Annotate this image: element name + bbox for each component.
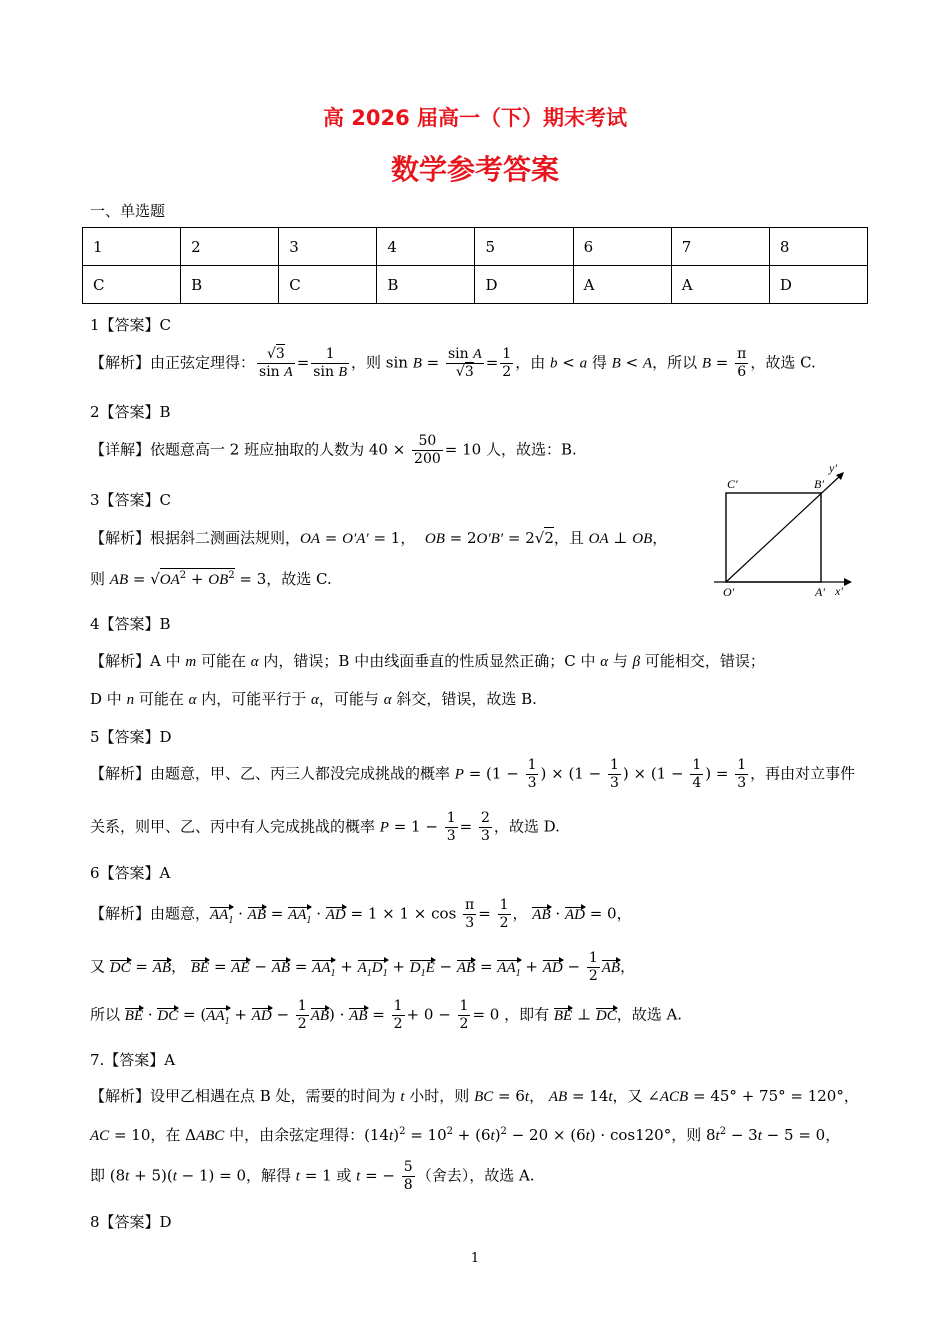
exam-title: 高 2026 届高一（下）期末考试	[322, 106, 628, 130]
table-cell: 8	[769, 228, 867, 266]
explanation-q5: 【解析】由题意，甲、乙、丙三人都没完成挑战的概率 P = (1 − $\frac{1}{3}$ ) × (1 − $\frac{1}{3}$ ) × (1 − $\frac{1}{4}$ ) = $\frac{1}{3}$ ，再由对立事件	[90, 757, 856, 791]
answer-label: 7.【答案】A	[90, 1051, 176, 1069]
explanation-q3-cont: 则 AB = $√OA^2 + OB^2 = 3$，故选 C.	[90, 570, 332, 588]
explanation-q3: 【解析】根据斜二测画法规则，OA = O′A′ = 1， OB = 2O′B′ = 2√2，且 OA ⊥ OB，	[90, 529, 668, 547]
answer-table	[82, 227, 868, 304]
oblique-drawing-figure	[712, 462, 852, 602]
explanation-q6-cont: 又 DC = AB， BE = AE − AB = $AA_1 + A_1D_1 + D_1E$ − AB = $AA_1$ + AD − $\frac{1}{2}$ AB，	[90, 950, 636, 984]
table-cell: 5	[475, 228, 573, 266]
table-cell: 6	[573, 228, 671, 266]
section-heading: 一、单选题	[90, 202, 166, 220]
table-cell: 4	[377, 228, 475, 266]
explanation-q6: 【解析】由题意，$AA_1$ · AB = $AA_1$ · AD = 1 × 1 × cos $\frac{\pi}{3}$ = $\frac{1}{2}$ ， AB · AD = 0，	[90, 897, 632, 931]
label-o: O′	[723, 585, 735, 599]
table-cell: A	[573, 266, 671, 304]
subject-title: 数学参考答案	[390, 153, 559, 186]
answer-label: 3【答案】C	[90, 491, 172, 509]
answer-label: 4【答案】B	[90, 615, 171, 633]
table-cell: D	[475, 266, 573, 304]
answer-label: 5【答案】D	[90, 728, 172, 746]
answer-table-answer-row	[83, 266, 868, 304]
answer-label: 2【答案】B	[90, 403, 171, 421]
label-y: y′	[829, 462, 837, 475]
label-x: x′	[835, 584, 843, 598]
explanation-q4: 【解析】A 中 m 可能在 α 内，错误；B 中由线面垂直的性质显然正确；C 中 α 与 β 可能相交，错误；	[90, 652, 765, 670]
label-a: A′	[815, 585, 825, 599]
explanation-q7-cont2: 即 (8t + 5)(t − 1) = 0，解得 t = 1 或 t = − $\frac{5}{8}$ （舍去），故选 A.	[90, 1159, 535, 1193]
answer-label: 8【答案】D	[90, 1213, 172, 1231]
table-cell: C	[279, 266, 377, 304]
label-c: C′	[727, 477, 738, 491]
table-cell: A	[671, 266, 769, 304]
explanation-q7-cont: AC = 10，在 ΔABC 中，由余弦定理得：$(14t)^2 = 10^2 + (6t)^2 - 20 \times (6t) \cdot \cos 120^\circ$，则 $8t^2 - 3t - 5 = 0$，	[90, 1126, 841, 1144]
x-axis-arrow	[844, 578, 852, 586]
explanation-q2: 【详解】依题意高一 2 班应抽取的人数为 40 × $\frac{50}{200}$ = 10 人，故选：B.	[90, 433, 577, 467]
answer-label: 6【答案】A	[90, 864, 171, 882]
page-number: 1	[470, 1251, 480, 1266]
explanation-q4-cont: D 中 n 可能在 α 内，可能平行于 α，可能与 α 斜交，错误，故选 B.	[90, 690, 537, 708]
table-cell: C	[83, 266, 181, 304]
y-axis	[726, 476, 840, 582]
explanation-q1: 【解析】由正弦定理得： $\frac{√3}{\text{sin A}}$ = $\frac{1}{\text{sin B}}$ ，则 sin B = $\frac{\text{sin A}}{√3}$ = $\frac{1}{2}$ ，由 b < a 得 B < A，所以 B = $\frac{\pi}{6}$ ，故选 C.	[90, 346, 816, 380]
table-cell: B	[181, 266, 279, 304]
answer-table-number-row	[83, 228, 868, 266]
explanation-q6-cont2: 所以 BE · DC = ($AA_1$ + AD − $\frac{1}{2}$ AB) · AB = $\frac{1}{2}$ + 0 − $\frac{1}{2}$ = 0 ，即有 BE ⊥ DC，故选 A.	[90, 998, 683, 1032]
label-b: B′	[814, 477, 824, 491]
answer-label: 1【答案】C	[90, 316, 172, 334]
table-cell: D	[769, 266, 867, 304]
table-cell: 1	[83, 228, 181, 266]
table-cell: 3	[279, 228, 377, 266]
explanation-q5-cont: 关系，则甲、乙、丙中有人完成挑战的概率 P = 1 − $\frac{1}{3}$ = $\frac{2}{3}$ ，故选 D.	[90, 810, 560, 844]
table-cell: 2	[181, 228, 279, 266]
table-cell: 7	[671, 228, 769, 266]
table-cell: B	[377, 266, 475, 304]
explanation-q7: 【解析】设甲乙相遇在点 B 处，需要的时间为 t 小时，则 BC = 6t， AB = 14t，又 ∠ACB = 45° + 75° = 120°，	[90, 1087, 859, 1105]
